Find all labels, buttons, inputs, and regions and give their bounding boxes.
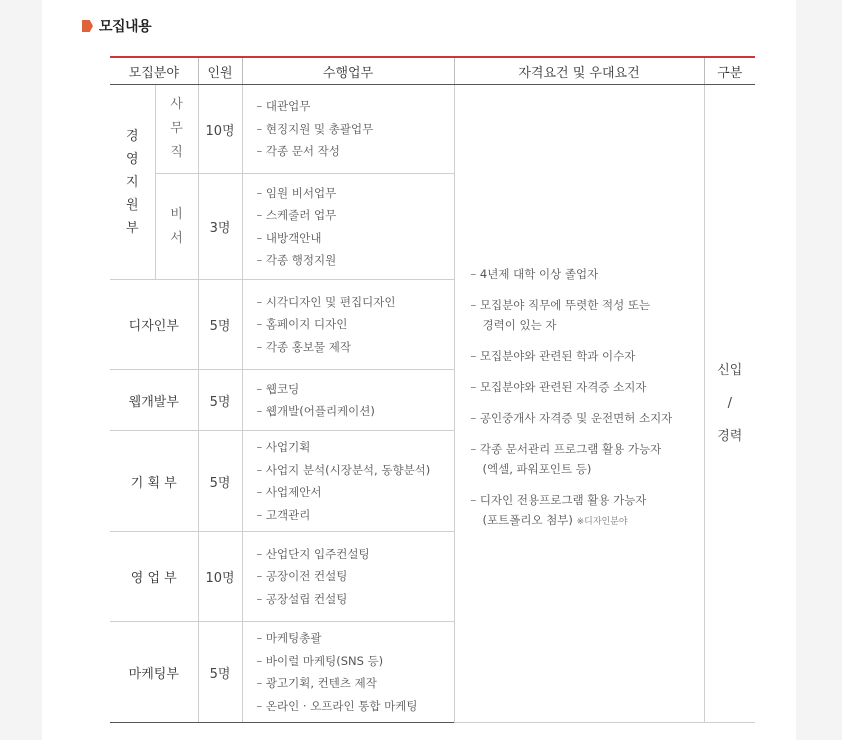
duty-item: – 마케팅총괄 [257,627,454,650]
page [42,0,796,740]
dept-cell: 디자인부 [110,280,198,370]
section-header [82,15,151,37]
sub-dept-cell [155,174,198,280]
requirement-note: ※디자인분야 [576,517,628,527]
duty-item: – 산업단지 입주컨설팅 [257,543,454,566]
dept-cell: 기 획 부 [110,431,198,532]
duty-item: – 온라인 · 오프라인 통합 마케팅 [257,695,454,718]
type-new: 신입 [717,363,743,378]
section-title: 모집내용 [99,19,152,35]
count-cell: 3명 [198,174,242,280]
duty-item: – 대관업무 [257,95,454,118]
duty-item: – 임원 비서업무 [257,182,454,205]
duty-item: – 사업지 분석(시장분석, 동향분석) [257,459,454,482]
header-dept: 모집분야 [110,57,198,85]
type-career: 경력 [717,429,743,444]
type-cell [704,85,755,723]
header-requirements: 자격요건 및 우대요건 [454,57,704,85]
table-row [110,85,755,174]
duties-cell [242,174,454,280]
duty-item: – 웹개발(어플리케이션) [257,400,454,423]
requirement-item: – 모집분야와 관련된 학과 이수자 [470,349,636,363]
duty-item: – 사업기획 [257,436,454,459]
type-slash: / [727,396,732,411]
flag-icon [82,20,93,32]
duty-item: – 공장이전 컨설팅 [257,565,454,588]
duties-cell [242,431,454,532]
duty-item: – 현징지원 및 총괄업무 [257,118,454,141]
duty-item: – 고객관리 [257,504,454,527]
duty-item: – 홈페이지 디자인 [257,313,454,336]
dept-cell: 영 업 부 [110,532,198,622]
sub-dept-label: 사 무 직 [170,97,183,160]
dept-cell: 마케팅부 [110,622,198,723]
requirement-item: – 공인중개사 자격증 및 운전면허 소지자 [470,411,673,425]
duty-item: – 웹코딩 [257,378,454,401]
duties-cell [242,280,454,370]
requirement-item: – 모집분야 직무에 뚜렷한 적성 또는 경력이 있는 자 [470,298,651,332]
count-cell: 5명 [198,280,242,370]
duty-item: – 각종 행정지원 [257,249,454,272]
header-row [110,57,755,85]
recruitment-table [110,56,755,723]
requirements-cell [454,85,704,723]
duty-item: – 각종 홍보물 제작 [257,336,454,359]
duty-item: – 광고기획, 컨텐츠 제작 [257,672,454,695]
count-cell: 5명 [198,370,242,431]
count-cell: 5명 [198,622,242,723]
header-duties: 수행업무 [242,57,454,85]
duties-cell [242,85,454,174]
sub-dept-label: 비 서 [170,206,183,246]
sub-dept-cell [155,85,198,174]
duties-cell [242,532,454,622]
group-dept-cell [110,85,155,280]
requirement-item: – 각종 문서관리 프로그램 활용 가능자 (엑셀, 파워포인트 등) [470,442,662,476]
count-cell: 5명 [198,431,242,532]
duty-item: – 각종 문서 작성 [257,140,454,163]
requirement-item: – 디자인 전용프로그램 활용 가능자 (포트폴리오 첨부) ※디자인분야 [470,493,647,527]
duties-cell [242,622,454,723]
count-cell: 10명 [198,85,242,174]
duties-cell [242,370,454,431]
header-type: 구분 [704,57,755,85]
requirement-item: – 4년제 대학 이상 졸업자 [470,267,599,281]
dept-cell: 웹개발부 [110,370,198,431]
header-count: 인원 [198,57,242,85]
duty-item: – 공장설립 컨설팅 [257,588,454,611]
duty-item: – 스케줄러 업무 [257,204,454,227]
duty-item: – 사업제안서 [257,481,454,504]
duty-item: – 시각디자인 및 편집디자인 [257,291,454,314]
duty-item: – 바이럴 마케팅(SNS 등) [257,650,454,673]
group-dept-label: 경 영 지 원 부 [125,128,139,236]
duty-item: – 내방객안내 [257,227,454,250]
count-cell: 10명 [198,532,242,622]
requirement-item: – 모집분야와 관련된 자격증 소지자 [470,380,647,394]
